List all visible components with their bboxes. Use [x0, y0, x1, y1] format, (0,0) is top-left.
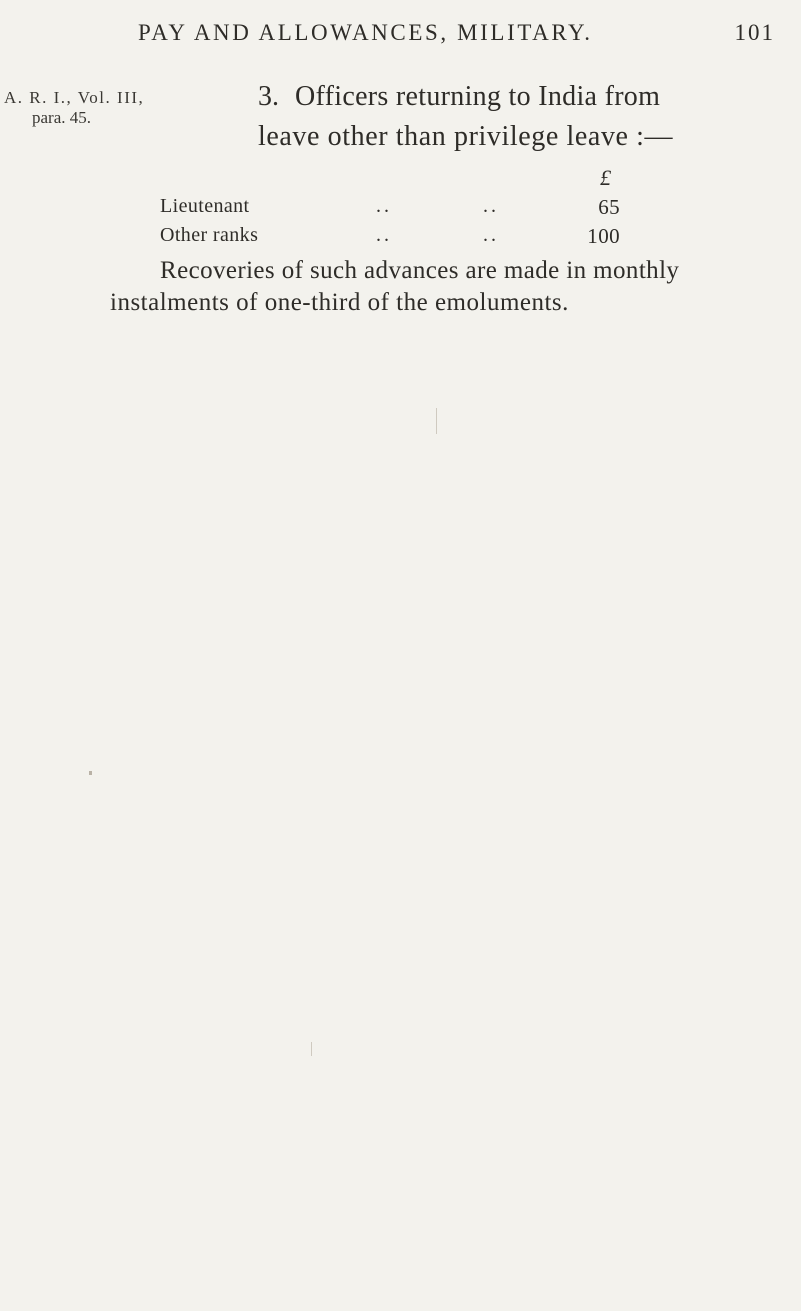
dot-leader: ..: [376, 224, 392, 246]
margin-reference-line1: A. R. I., Vol. III,: [4, 88, 145, 107]
dot-leader: ..: [376, 195, 392, 217]
table-row: [160, 195, 620, 223]
amount-value: 100: [587, 224, 620, 248]
paper-speck: [436, 408, 437, 434]
rank-label: Other ranks: [160, 224, 259, 246]
section-heading-line1: Officers returning to India from: [295, 81, 661, 112]
body-text-line2: instalments of one-third of the emoluments.: [110, 289, 569, 316]
running-head-title: PAY AND ALLOWANCES, MILITARY.: [138, 20, 593, 45]
paper-speck: [311, 1042, 312, 1056]
section-number: 3.: [258, 81, 279, 112]
dot-leader: ..: [483, 195, 499, 217]
currency-column-header: £: [600, 165, 611, 190]
table-row: [160, 224, 620, 252]
dot-leader: ..: [483, 224, 499, 246]
amount-value: 65: [598, 195, 620, 219]
section-heading-line2: leave other than privilege leave :—: [258, 121, 674, 152]
paper-speck: [89, 771, 92, 775]
body-text-line1: Recoveries of such advances are made in monthly: [160, 257, 680, 284]
margin-reference-line2: para. 45.: [32, 108, 92, 127]
rank-label: Lieutenant: [160, 195, 250, 217]
margin-reference: [4, 88, 144, 128]
page-number: 101: [734, 20, 775, 45]
